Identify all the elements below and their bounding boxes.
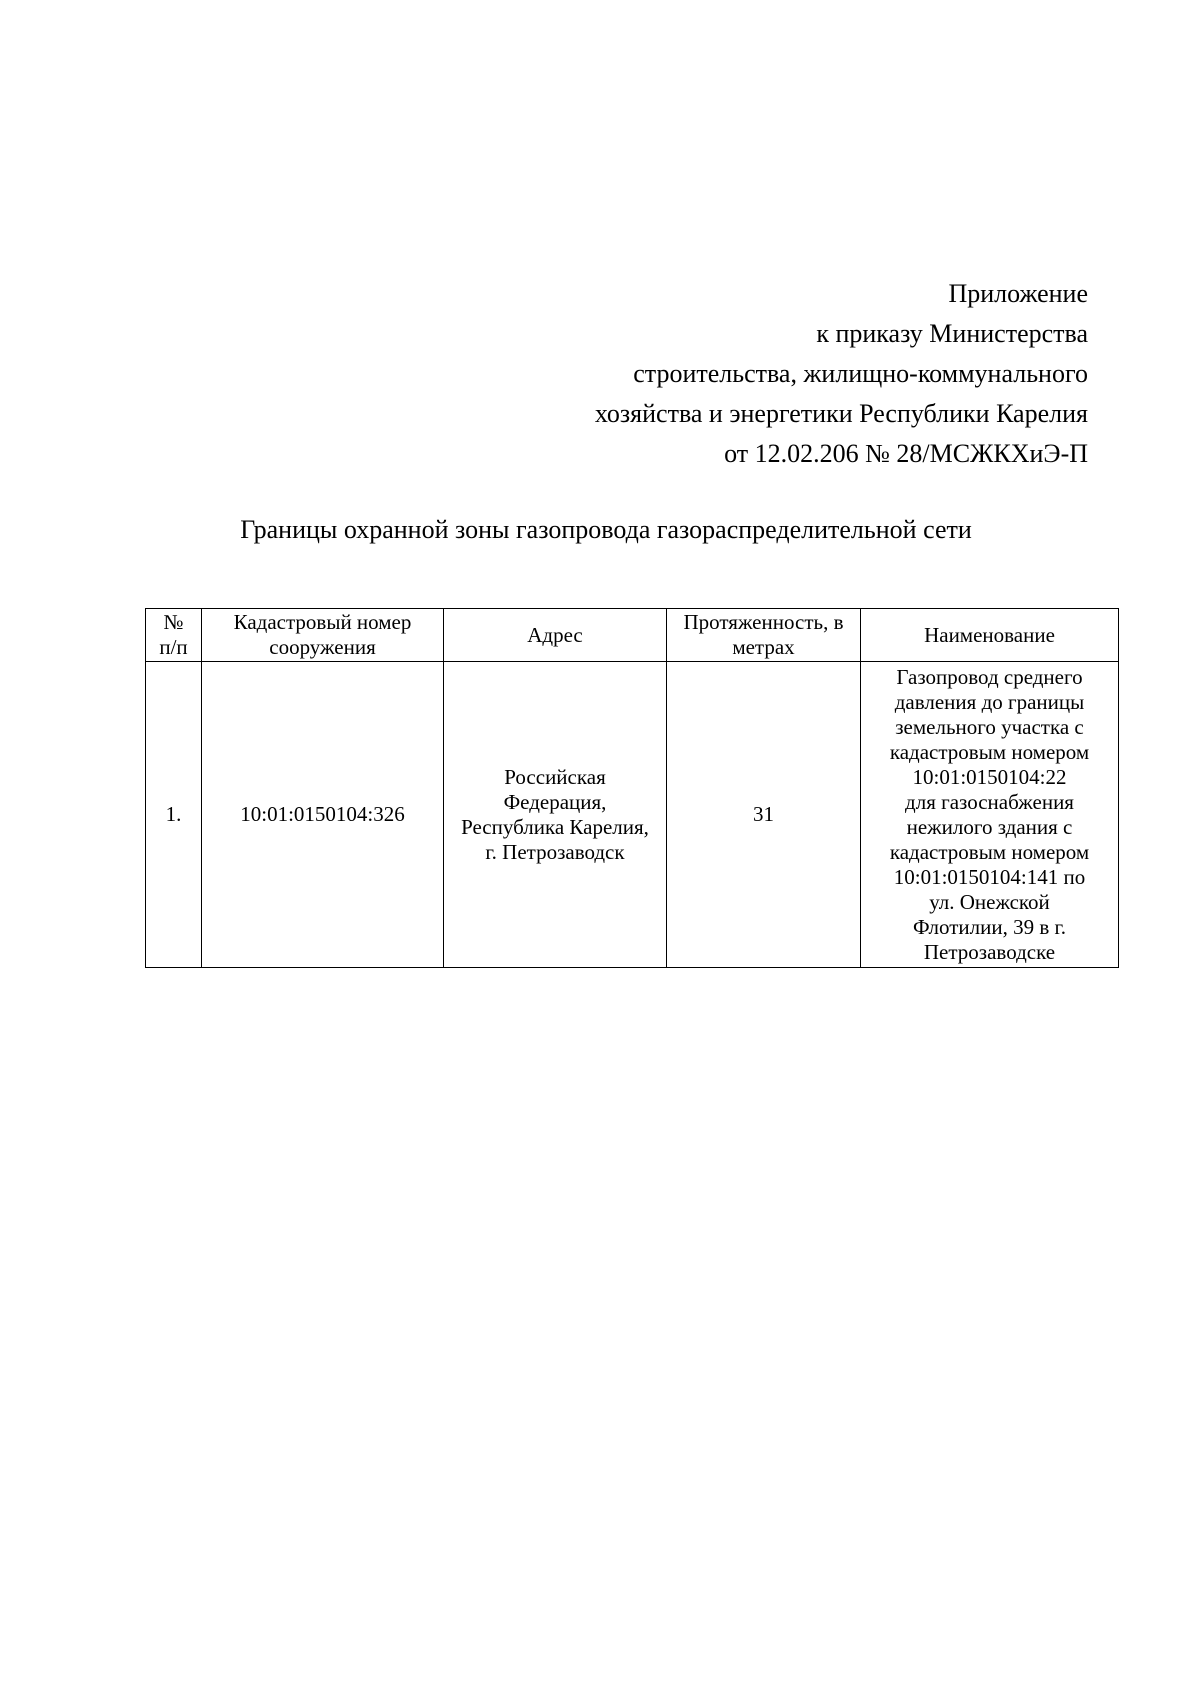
table-header-row bbox=[146, 609, 1119, 662]
column-header-name: Наименование bbox=[861, 609, 1119, 662]
column-header-number: № п/п bbox=[146, 609, 202, 662]
cell-name: Газопровод среднего давления до границы земельного участка с кадастровым номером 10:01:0150104:22 для газоснабжения нежилого здания с кадастровым номером 10:01:0150104:141 по ул. Онежской Флотилии, 39 в г. Петрозаводске bbox=[861, 662, 1119, 968]
table-row bbox=[146, 662, 1119, 968]
cell-number: 1. bbox=[146, 662, 202, 968]
protection-zone-table bbox=[145, 608, 1119, 968]
appendix-header bbox=[595, 274, 1088, 474]
cell-cadastral-number: 10:01:0150104:326 bbox=[202, 662, 444, 968]
column-header-cadastral-number: Кадастровый номер сооружения bbox=[202, 609, 444, 662]
cell-length: 31 bbox=[667, 662, 861, 968]
appendix-header-line: Приложение bbox=[948, 279, 1088, 308]
appendix-header-line: от 12.02.206 № 28/МСЖКХиЭ-П bbox=[724, 439, 1088, 468]
column-header-length: Протяженность, в метрах bbox=[667, 609, 861, 662]
column-header-address: Адрес bbox=[444, 609, 667, 662]
appendix-header-line: строительства, жилищно-коммунального bbox=[633, 359, 1088, 388]
appendix-header-line: к приказу Министерства bbox=[816, 319, 1088, 348]
appendix-header-line: хозяйства и энергетики Республики Карелия bbox=[594, 399, 1088, 428]
cell-address: Российская Федерация, Республика Карелия, г. Петрозаводск bbox=[444, 662, 667, 968]
document-title: Границы охранной зоны газопровода газораспределительной сети bbox=[240, 515, 972, 544]
